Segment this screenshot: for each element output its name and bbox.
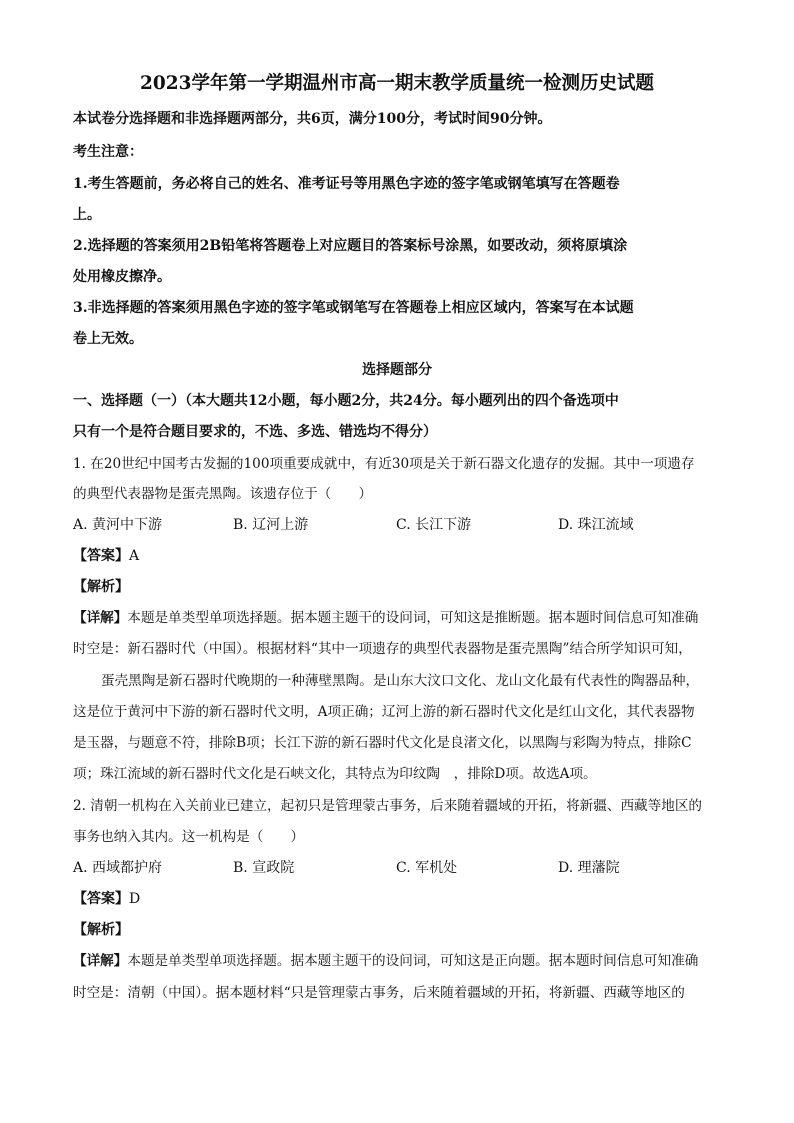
q1-detail-5: 是玉器，与题意不符，排除B项；长江下游的新石器时代文化是良渚文化，以黑陶与彩陶为特点，排除C bbox=[73, 735, 692, 751]
q1-detail-2: 时空是：新石器时代（中国）。根据材料“其中一项遗存的典型代表器物是蛋壳黑陶”结合所学知识可知， bbox=[73, 641, 692, 657]
answer-tag: 【答案】 bbox=[73, 548, 129, 564]
intro-line: 本试卷分选择题和非选择题两部分，共6页，满分100分，考试时间90分钟。 bbox=[73, 111, 552, 127]
q1-option-b: B. 辽河上游 bbox=[233, 517, 309, 533]
q2-stem-2: 事务也纳入其内。这一机构是（ ） bbox=[73, 829, 305, 845]
q2-detail-1: 【详解】本题是单类型单项选择题。据本题主题干的设问词，可知这是正向题。据本题时间信息可知准确 bbox=[73, 953, 699, 969]
q2-option-b: B. 宣政院 bbox=[233, 860, 295, 876]
q2-answer-value: D bbox=[129, 891, 141, 907]
notice-3b: 卷上无效。 bbox=[73, 331, 143, 347]
q1-detail-4: 这是位于黄河中下游的新石器时代文明，A项正确；辽河上游的新石器时代文化是红山文化，其代表器物 bbox=[73, 704, 695, 720]
q1-answer bbox=[73, 547, 139, 565]
part-heading-1: 一、选择题（一）（本大题共12小题，每小题2分，共24分。每小题列出的四个备选项中 bbox=[73, 393, 619, 409]
q2-option-d: D. 理藩院 bbox=[558, 860, 620, 876]
section-heading: 选择题部分 bbox=[362, 362, 432, 378]
q1-detail-3: 蛋壳黑陶是新石器时代晚期的一种薄壁黑陶。是山东大汶口文化、龙山文化最有代表性的陶器品种， bbox=[101, 673, 700, 689]
q2-answer bbox=[73, 890, 140, 908]
q2-analysis-tag: 【解析】 bbox=[73, 922, 129, 938]
q1-detail-6: 项；珠江流域的新石器时代文化是石峡文化，其特点为印纹陶 ，排除D项。故选A项。 bbox=[73, 766, 597, 782]
q2-option-a: A. 西域都护府 bbox=[73, 860, 163, 876]
notice-2a: 2.选择题的答案须用2B铅笔将答题卷上对应题目的答案标号涂黑，如要改动，须将原填涂 bbox=[73, 238, 628, 254]
q1-stem-1: 1. 在20世纪中国考古发掘的100项重要成就中，有近30项是关于新石器文化遗存的发掘。其中一项遗存 bbox=[73, 456, 695, 472]
answer-tag: 【答案】 bbox=[73, 891, 129, 907]
notice-1b: 上。 bbox=[73, 207, 101, 223]
detail-tag: 【详解】 bbox=[73, 610, 128, 626]
q2-detail-2: 时空是：清朝（中国）。据本题材料“只是管理蒙古事务，后来随着疆域的开拓，将新疆、西藏等地区的 bbox=[73, 985, 685, 1001]
q1-analysis-tag: 【解析】 bbox=[73, 579, 129, 595]
q1-detail-1: 【详解】本题是单类型单项选择题。据本题主题干的设问词，可知这是推断题。据本题时间信息可知准确 bbox=[73, 610, 699, 626]
part-heading-2: 只有一个是符合题目要求的，不选、多选、错选均不得分） bbox=[73, 424, 437, 440]
q2-option-c: C. 军机处 bbox=[396, 860, 458, 876]
detail-tag: 【详解】 bbox=[73, 953, 128, 969]
q1-option-c: C. 长江下游 bbox=[396, 517, 472, 533]
notice-1a: 1.考生答题前，务必将自己的姓名、准考证号等用黑色字迹的签字笔或钢笔填写在答题卷 bbox=[73, 176, 620, 192]
notice-3a: 3.非选择题的答案须用黑色字迹的签字笔或钢笔写在答题卷上相应区域内，答案写在本试题 bbox=[73, 300, 634, 316]
q1-option-a: A. 黄河中下游 bbox=[73, 517, 163, 533]
page-title: 2023学年第一学期温州市高一期末教学质量统一检测历史试题 bbox=[140, 73, 654, 94]
q2-stem-1: 2. 清朝一机构在入关前业已建立，起初只是管理蒙古事务，后来随着疆域的开拓，将新疆、西藏等地区的 bbox=[73, 798, 703, 814]
q1-option-d: D. 珠江流域 bbox=[558, 517, 634, 533]
q1-stem-2: 的典型代表器物是蛋壳黑陶。该遗存位于（ ） bbox=[73, 486, 373, 502]
q1-answer-value: A bbox=[129, 548, 140, 564]
notice-2b: 处用橡皮擦净。 bbox=[73, 269, 171, 285]
notice-heading: 考生注意： bbox=[73, 144, 143, 160]
